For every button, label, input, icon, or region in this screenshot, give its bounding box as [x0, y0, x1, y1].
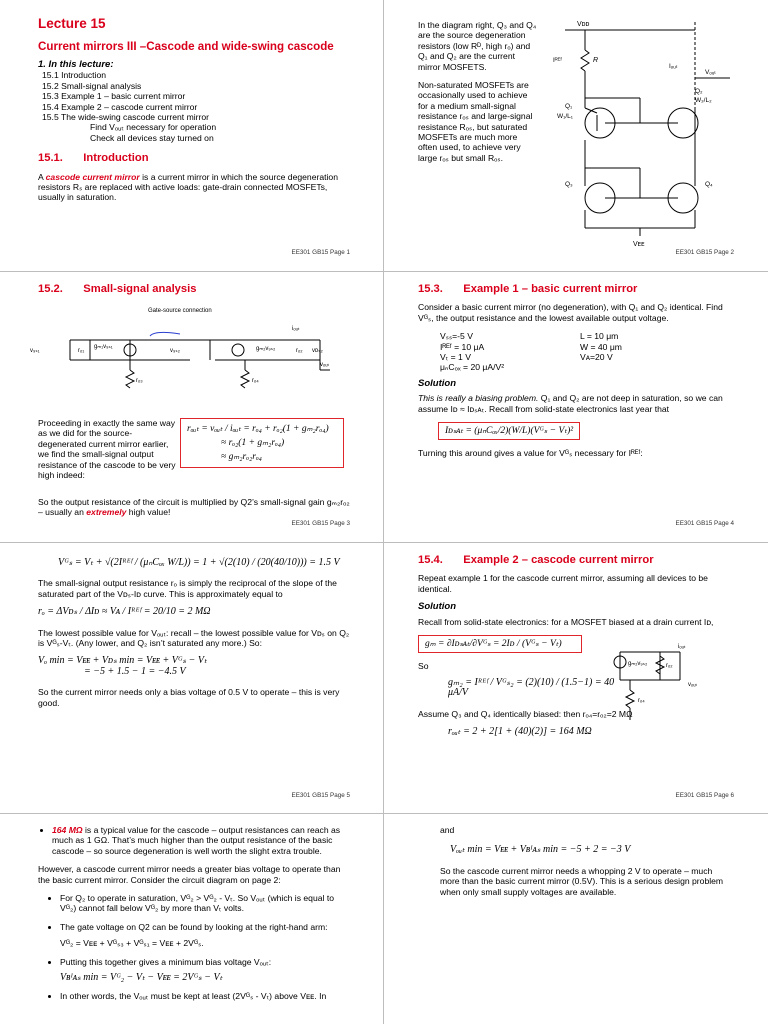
- list-item: • In other words, the Vₒᵤₜ must be kept at least (2Vᴳₛ - Vₜ) above Vᴇᴇ. In: [60, 991, 350, 1001]
- toc-item: 15.4 Example 2 – cascode current mirror: [42, 101, 198, 112]
- voutmin-equation: Vₒᵤₜ min = Vᴇᴇ + Vʙᴵᴀₛ min = −5 + 2 = −3 V: [450, 844, 631, 856]
- equation-line: = −5 + 1.5 − 1 = −4.5 V: [84, 665, 186, 677]
- vout-label: vₒᵤₜ: [320, 362, 330, 368]
- toc-list: [38, 70, 350, 143]
- slide-page-3: [0, 284, 384, 294]
- list-item: [52, 825, 350, 856]
- equation: Vʙᴵᴀₛ min = Vᴳ₂ − Vₜ − Vᴇᴇ = 2Vᴳₛ − Vₜ: [60, 972, 223, 984]
- q2-wl-label: W₂/L₂: [695, 97, 712, 104]
- parameter: Iᴿᴱᶠ = 10 μA: [440, 341, 485, 352]
- iout-label: iₒᵤₜ: [292, 326, 300, 332]
- gm2-label: gₘ₂v₉ₛ₂: [628, 661, 648, 667]
- paragraph: Turning this around gives a value for Vᴳₛ necessary for Iᴿᴱᶠ:: [418, 448, 643, 459]
- q1-wl-label: W₁/L₁: [557, 113, 573, 120]
- text: Q₁ and Q₂ are not deep in saturation, so we can assume Iᴅ ≈ Iᴅₛᴀₜ. Recall from solid-state electronics last year that: [418, 393, 723, 414]
- section-number: 15.2.: [38, 283, 63, 295]
- emphasis: extremely: [86, 507, 127, 518]
- output-resistance-equation: [180, 418, 344, 468]
- section-title: Small-signal analysis: [83, 283, 197, 295]
- drain-current-equation: Iᴅₛᴀₜ = (μₙCₒₓ/2)(W/L)(Vᴳₛ − Vₜ)²: [438, 422, 580, 440]
- text: • Putting this together gives a minimum bias voltage Vₒᵤₜ:: [60, 956, 272, 967]
- so-label: So: [418, 661, 429, 672]
- gate-source-label: Gate-source connection: [148, 308, 212, 314]
- slide-page-4: [384, 284, 768, 467]
- toc-subitem: Find Vₒᵤₜ necessary for operation: [90, 122, 217, 133]
- small-signal-diagram: [30, 300, 360, 410]
- slide-page-2: [384, 20, 537, 171]
- ro4-label: rₒ₄: [638, 698, 645, 704]
- vgs2-label: v₉ₛ₂: [170, 348, 180, 354]
- paragraph: In the diagram right, Q₃ and Q₄ are the source degeneration resistors (low Rᴰ, high rₒ) and Q₁ and Q₂ are the current mirror MOSFETS.: [418, 20, 537, 72]
- paragraph: Non-saturated MOSFETs are occasionally used to achieve for a medium small-signal resistance rₒₛ and large-signal resistance Rₒₛ, but saturated MOSFETs are much more often used, to achieve very large rₒₛ but small Rₒₛ.: [418, 80, 533, 163]
- parameter: Vₛₛ=-5 V: [440, 331, 473, 342]
- paragraph: Assume Q₃ and Q₄ identically biased: then rₒ₄=rₒ₂=2 MΩ: [418, 708, 633, 719]
- vgs-equation: Vᴳₛ = Vₜ + √(2Iᴿᴱᶠ / (μₙCₒₓ W/L)) = 1 + √(2(10) / (20(40/10))) = 1.5 V: [58, 557, 340, 568]
- slide-title: Current mirrors III –Cascode and wide-swing cascode: [38, 40, 334, 53]
- ro2-label: rₒ₂: [666, 663, 673, 669]
- vdd-label: Vᴅᴅ: [577, 21, 590, 28]
- paragraph: [38, 497, 350, 518]
- parameter-column: [440, 331, 580, 373]
- equation-line: ≈ rₒ₂(1 + gₘ₂rₒ₄): [221, 438, 285, 448]
- text: So the output resistance of the circuit is multiplied by Q2’s small-signal gain gₘ₂rₒ₂ – usually an: [38, 497, 350, 518]
- parameter: μₙCₒₓ = 20 μA/V²: [440, 362, 505, 373]
- vgs1-label: v₉ₛ₁: [30, 348, 40, 354]
- paragraph: Repeat example 1 for the cascode current mirror, assuming all devices to be identical.: [418, 573, 708, 594]
- r-label: R: [593, 57, 599, 64]
- text: • The gate voltage on Q2 can be found by looking at the right-hand arm:: [60, 921, 328, 932]
- slide-page-5: [0, 558, 384, 716]
- text: high value!: [128, 507, 171, 518]
- paragraph: So the current mirror needs only a bias voltage of 0.5 V to operate – this is very good.: [38, 687, 340, 708]
- intro-paragraph: [38, 172, 350, 203]
- slide-page-8: [384, 825, 768, 905]
- gm2-equation: gₘ₂ = Iᴿᴱᶠ / Vᴳₛ₂ = (2)(10) / (1.5−1) = 40 μA/V: [448, 676, 615, 699]
- equation-line: Vₒ min = Vᴇᴇ + Vᴅₛ min = Vᴇᴇ + Vᴳₛ − Vₜ: [38, 655, 207, 667]
- vee-label: Vᴇᴇ: [633, 241, 645, 248]
- slide-page-7: [0, 825, 384, 1010]
- list-item: [60, 957, 350, 984]
- section-title: Example 2 – cascode current mirror: [463, 554, 654, 566]
- page-footer: EE301 GB15 Page 4: [675, 520, 734, 527]
- list-item: • For Q₂ to operate in saturation, Vᴳ₂ > Vᴳ₂ - Vₜ. So Vₒᵤₜ (which is equal to Vᴳ₂) cannot fall below Vᴳ₂ by more than Vₜ volts.: [60, 893, 350, 914]
- text: is a current mirror in which the source degeneration resistors Rₛ are replaced with active loads: gate-drain connected MOSFETs, usually in saturation.: [38, 171, 338, 203]
- vout-label: vₒᵤₜ: [688, 682, 698, 688]
- gm1vgs1-label: gₘ₁v₉ₛ₁: [94, 344, 113, 350]
- paragraph: The small-signal output resistance rₒ is simply the reciprocal of the slope of the saturated part of the Vᴅₛ-Iᴅ curve. This is approximately equal to: [38, 578, 337, 599]
- parameter: Vₜ = 1 V: [440, 352, 471, 363]
- parameter: L = 10 μm: [580, 331, 619, 342]
- section-title: Introduction: [83, 152, 149, 165]
- ro1-label: rₒ₁: [78, 348, 85, 354]
- parameter-column: [580, 331, 622, 373]
- ro4-label: rₒ₄: [252, 378, 259, 384]
- page-footer: EE301 GB15 Page 5: [291, 792, 350, 799]
- ro2-label: rₒ₂: [296, 348, 303, 354]
- paragraph: Recall from solid-state electronics: for a MOSFET biased at a drain current Iᴅ,: [418, 616, 714, 627]
- text: is a typical value for the cascode – output resistances can reach as much as 1 GΩ. That’s much higher than the output resistance of the basic cascode – so source degeneration is well worth the slight extra trouble.: [52, 825, 341, 856]
- equation-line: ≈ gₘ₂rₒ₂rₒ₄: [221, 452, 262, 462]
- slide3-text: [0, 418, 176, 488]
- toc-item: 15.5 The wide-swing cascode current mirror: [42, 112, 210, 123]
- slide-page-1: [0, 16, 384, 211]
- text: This is really a biasing problem.: [418, 393, 539, 404]
- section-heading: [38, 284, 350, 294]
- parameter: W = 40 μm: [580, 341, 622, 352]
- page-footer: EE301 GB15 Page 2: [675, 249, 734, 256]
- equation-line: rₒᵤₜ = vₒᵤₜ / iₒᵤₜ = rₒ₄ + rₒ₂(1 + gₘ₂rₒ₄): [187, 424, 329, 434]
- emphasis: 164 MΩ: [52, 825, 83, 835]
- page-footer: EE301 GB15 Page 6: [675, 792, 734, 799]
- page-footer: EE301 GB15 Page 1: [291, 249, 350, 256]
- ro-equation: rₒ = ΔVᴅₛ / ΔIᴅ ≈ Vᴀ / Iᴿᴱᶠ = 20/10 = 2 MΩ: [38, 606, 211, 618]
- section-number: 15.3.: [418, 283, 443, 295]
- text: A: [38, 171, 44, 182]
- lecture-title: Lecture 15: [38, 16, 106, 31]
- paragraph: [418, 393, 734, 414]
- ro3-label: rₒ₃: [136, 378, 143, 384]
- section-title: Example 1 – basic current mirror: [463, 283, 638, 295]
- solution-heading: Solution: [418, 601, 456, 613]
- vds2-label: vᴅₛ₂: [312, 348, 323, 354]
- equation: Vᴳ₂ = Vᴇᴇ + Vᴳₛ₃ + Vᴳₛ₁ = Vᴇᴇ + 2Vᴳₛ.: [60, 938, 204, 949]
- toc-heading: 1. In this lecture:: [38, 59, 114, 70]
- iout-label: Iₒᵤₜ: [669, 63, 678, 70]
- gm2vgs2-label: gₘ₂v₉ₛ₂: [256, 346, 276, 352]
- rout-equation: rₒᵤₜ = 2 + 2[1 + (40)(2)] = 164 MΩ: [448, 726, 592, 738]
- parameter-table: [418, 331, 734, 373]
- small-signal-cascode-diagram: [600, 640, 720, 730]
- emphasis: cascode current mirror: [45, 171, 140, 182]
- section-number: 15.4.: [418, 554, 443, 566]
- paragraph: Consider a basic current mirror (no degeneration), with Q₁ and Q₂ identical. Find Vᴳₛ, the output resistance and the lowest available output voltage.: [418, 302, 723, 323]
- toc-subitem: Check all devices stay turned on: [90, 132, 214, 143]
- paragraph: The lowest possible value for Vₒᵤₜ: recall – the lowest possible value for Vᴅₛ on Q₂ is Vᴳₛ-Vₜ. (Any lower, and Q₂ isn’t saturated any more.) So:: [38, 627, 350, 649]
- toc-item: 15.3 Example 1 – basic current mirror: [42, 91, 186, 102]
- row-divider: [0, 813, 768, 814]
- row-divider: [0, 271, 768, 272]
- list-item: [60, 922, 350, 949]
- paragraph: So the cascode current mirror needs a whopping 2 V to operate – much more than the basic current mirror (0.5V). This is a serious design problem when only small supply voltages are available.: [440, 865, 724, 897]
- q3-label: Q₃: [565, 181, 573, 188]
- iout-label: iₒᵤₜ: [678, 644, 686, 650]
- iref-label: Iᴿᴱᶠ: [553, 57, 562, 64]
- bullet-list: [38, 893, 350, 1002]
- paragraph: Proceeding in exactly the same way as we did for the source-degenerated current mirror earlier, we find the small-signal output resistance of the cascode to be very high indeed:: [38, 418, 176, 481]
- bullet-list: [38, 825, 350, 856]
- page-footer: EE301 GB15 Page 3: [291, 520, 350, 527]
- row-divider: [0, 542, 768, 543]
- section-number: 15.1.: [38, 152, 63, 165]
- section-heading: [418, 555, 734, 565]
- parameter: Vᴀ=20 V: [580, 352, 613, 363]
- section-heading: [38, 153, 350, 163]
- gm-equation: gₘ = ∂Iᴅₛᴀₜ/∂Vᴳₛ = 2Iᴅ / (Vᴳₛ − Vₜ): [418, 635, 582, 653]
- q4-label: Q₄: [705, 181, 713, 188]
- toc-item: 15.2 Small-signal analysis: [42, 80, 142, 91]
- q1-label: Q₁: [565, 103, 573, 110]
- q2-label: Q₂: [695, 88, 703, 95]
- solution-heading: Solution: [418, 377, 456, 389]
- section-heading: [418, 284, 734, 294]
- vomin-equation: [38, 656, 350, 677]
- cascode-circuit-diagram: [545, 18, 745, 248]
- and-label: and: [440, 825, 455, 835]
- toc-item: 15.1 Introduction: [42, 70, 107, 81]
- vout-label: Vₒᵤₜ: [705, 69, 717, 76]
- paragraph: However, a cascode current mirror needs a greater bias voltage to operate than the basic current mirror. Consider the circuit diagram on page 2:: [38, 864, 341, 885]
